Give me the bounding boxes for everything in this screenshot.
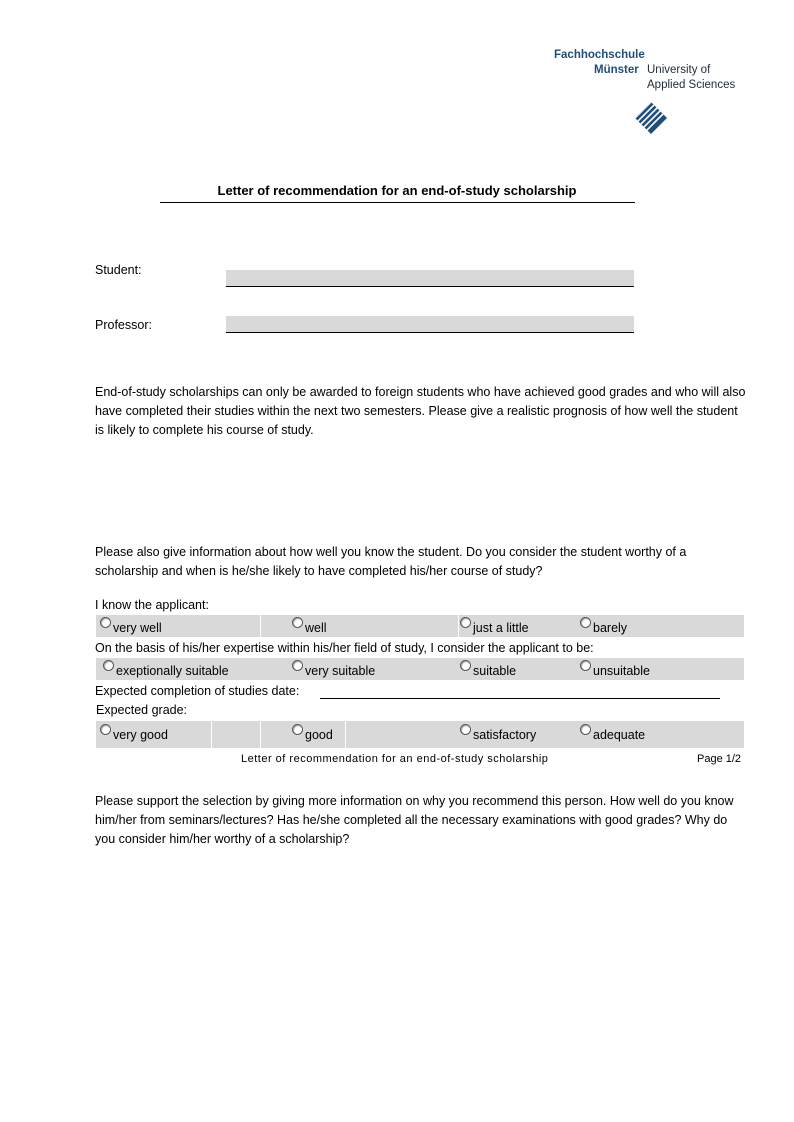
radio-icon[interactable]	[292, 660, 303, 671]
professor-field[interactable]	[226, 316, 634, 333]
logo-applied-sciences: Applied Sciences	[647, 79, 736, 91]
suitability-option-unsuitable[interactable]: unsuitable	[580, 660, 650, 680]
know-option-barely[interactable]: barely	[580, 617, 627, 637]
know-label: I know the applicant:	[95, 598, 209, 612]
grade-option-very-good[interactable]: very good	[100, 724, 168, 744]
professor-label: Professor:	[95, 318, 152, 332]
intro-paragraph: End-of-study scholarships can only be awarded to foreign students who have achieved good grades and who will also have completed their studies within the next two semesters. Please give a realistic prognosis of how well the student is likely to complete his course of study.	[95, 385, 746, 437]
student-field[interactable]	[226, 270, 634, 287]
logo-fachhochschule: Fachhochschule	[554, 49, 645, 61]
grade-option-adequate[interactable]: adequate	[580, 724, 645, 744]
grade-option-good[interactable]: good	[292, 724, 333, 744]
title-underline	[160, 202, 635, 203]
grade-label: Expected grade:	[96, 703, 188, 717]
suitability-options-row	[96, 658, 744, 680]
know-option-very-well[interactable]: very well	[100, 617, 162, 637]
page-title: Letter of recommendation for an end-of-study scholarship	[217, 183, 577, 198]
radio-icon[interactable]	[580, 724, 591, 735]
radio-icon[interactable]	[100, 617, 111, 628]
grade-options-row	[96, 721, 744, 748]
suitability-option-exceptionally[interactable]: exeptionally suitable	[103, 660, 229, 680]
radio-icon[interactable]	[580, 617, 591, 628]
fh-muenster-logo-icon	[635, 102, 667, 134]
logo-muenster: Münster	[594, 64, 639, 76]
radio-icon[interactable]	[100, 724, 111, 735]
know-option-just-a-little[interactable]: just a little	[460, 617, 529, 637]
grade-option-satisfactory[interactable]: satisfactory	[460, 724, 536, 744]
radio-icon[interactable]	[460, 617, 471, 628]
support-paragraph: Please support the selection by giving more information on why you recommend this person. How well do you know him/her from seminars/lectures? Has he/she completed all the necessary examinations with good grades? Why do you consider him/her worthy of a scholarship?	[95, 794, 734, 846]
radio-icon[interactable]	[460, 724, 471, 735]
know-options-row	[96, 615, 744, 637]
radio-icon[interactable]	[292, 617, 303, 628]
completion-date-field[interactable]	[320, 698, 720, 699]
page-number: Page 1/2	[697, 753, 742, 765]
footer-title: Letter of recommendation for an end-of-study scholarship	[241, 753, 549, 765]
radio-icon[interactable]	[292, 724, 303, 735]
info-paragraph: Please also give information about how well you know the student. Do you consider the student worthy of a scholarship and when is he/she likely to have completed his/her course of study?	[95, 545, 687, 578]
suitability-option-suitable[interactable]: suitable	[460, 660, 516, 680]
radio-icon[interactable]	[580, 660, 591, 671]
radio-icon[interactable]	[103, 660, 114, 671]
student-label: Student:	[95, 263, 142, 277]
suitability-option-very-suitable[interactable]: very suitable	[292, 660, 375, 680]
know-option-well[interactable]: well	[292, 617, 327, 637]
completion-label: Expected completion of studies date:	[95, 684, 300, 698]
logo-university-of: University of	[647, 64, 711, 76]
radio-icon[interactable]	[460, 660, 471, 671]
suitability-label: On the basis of his/her expertise within his/her field of study, I consider the applicant to be:	[95, 641, 594, 655]
